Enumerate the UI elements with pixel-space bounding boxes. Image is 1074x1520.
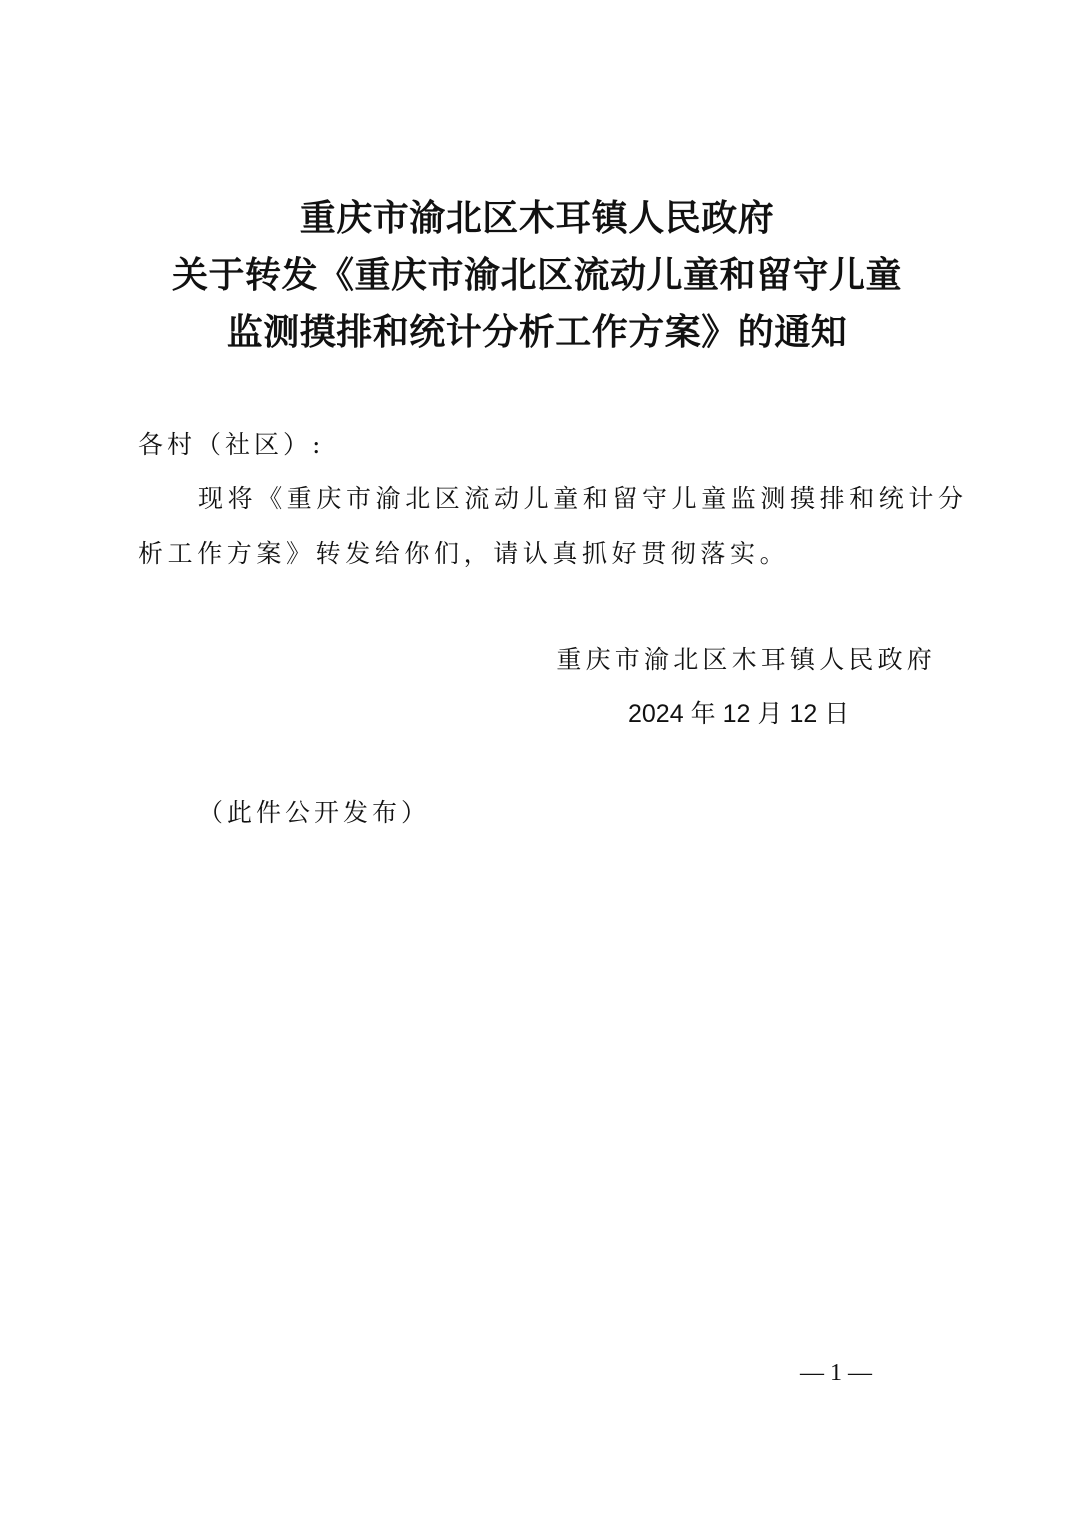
salutation: 各村（社区）:: [138, 430, 325, 459]
issuer-signature: 重庆市渝北区木耳镇人民政府: [556, 645, 936, 674]
date-month-unit: 月: [757, 699, 783, 728]
title-line-3: 监测摸排和统计分析工作方案》的通知: [226, 311, 848, 353]
issue-date: [628, 699, 856, 729]
title-line-2: 关于转发《重庆市渝北区流动儿童和留守儿童: [171, 254, 902, 296]
date-year: 2024: [628, 700, 684, 728]
body-paragraph-line-1: 现将《重庆市渝北区流动儿童和留守儿童监测摸排和统计分: [198, 484, 968, 513]
date-year-unit: 年: [690, 699, 716, 728]
date-month: 12: [722, 700, 751, 728]
document-title: [0, 190, 1074, 361]
date-day: 12: [789, 700, 818, 728]
body-paragraph-line-2: 析工作方案》转发给你们，请认真抓好贯彻落实。: [138, 539, 790, 568]
date-day-unit: 日: [824, 699, 850, 728]
title-line-1: 重庆市渝北区木耳镇人民政府: [299, 197, 775, 239]
public-release-note: （此件公开发布）: [198, 798, 431, 827]
page-number: — 1 —: [800, 1360, 872, 1386]
